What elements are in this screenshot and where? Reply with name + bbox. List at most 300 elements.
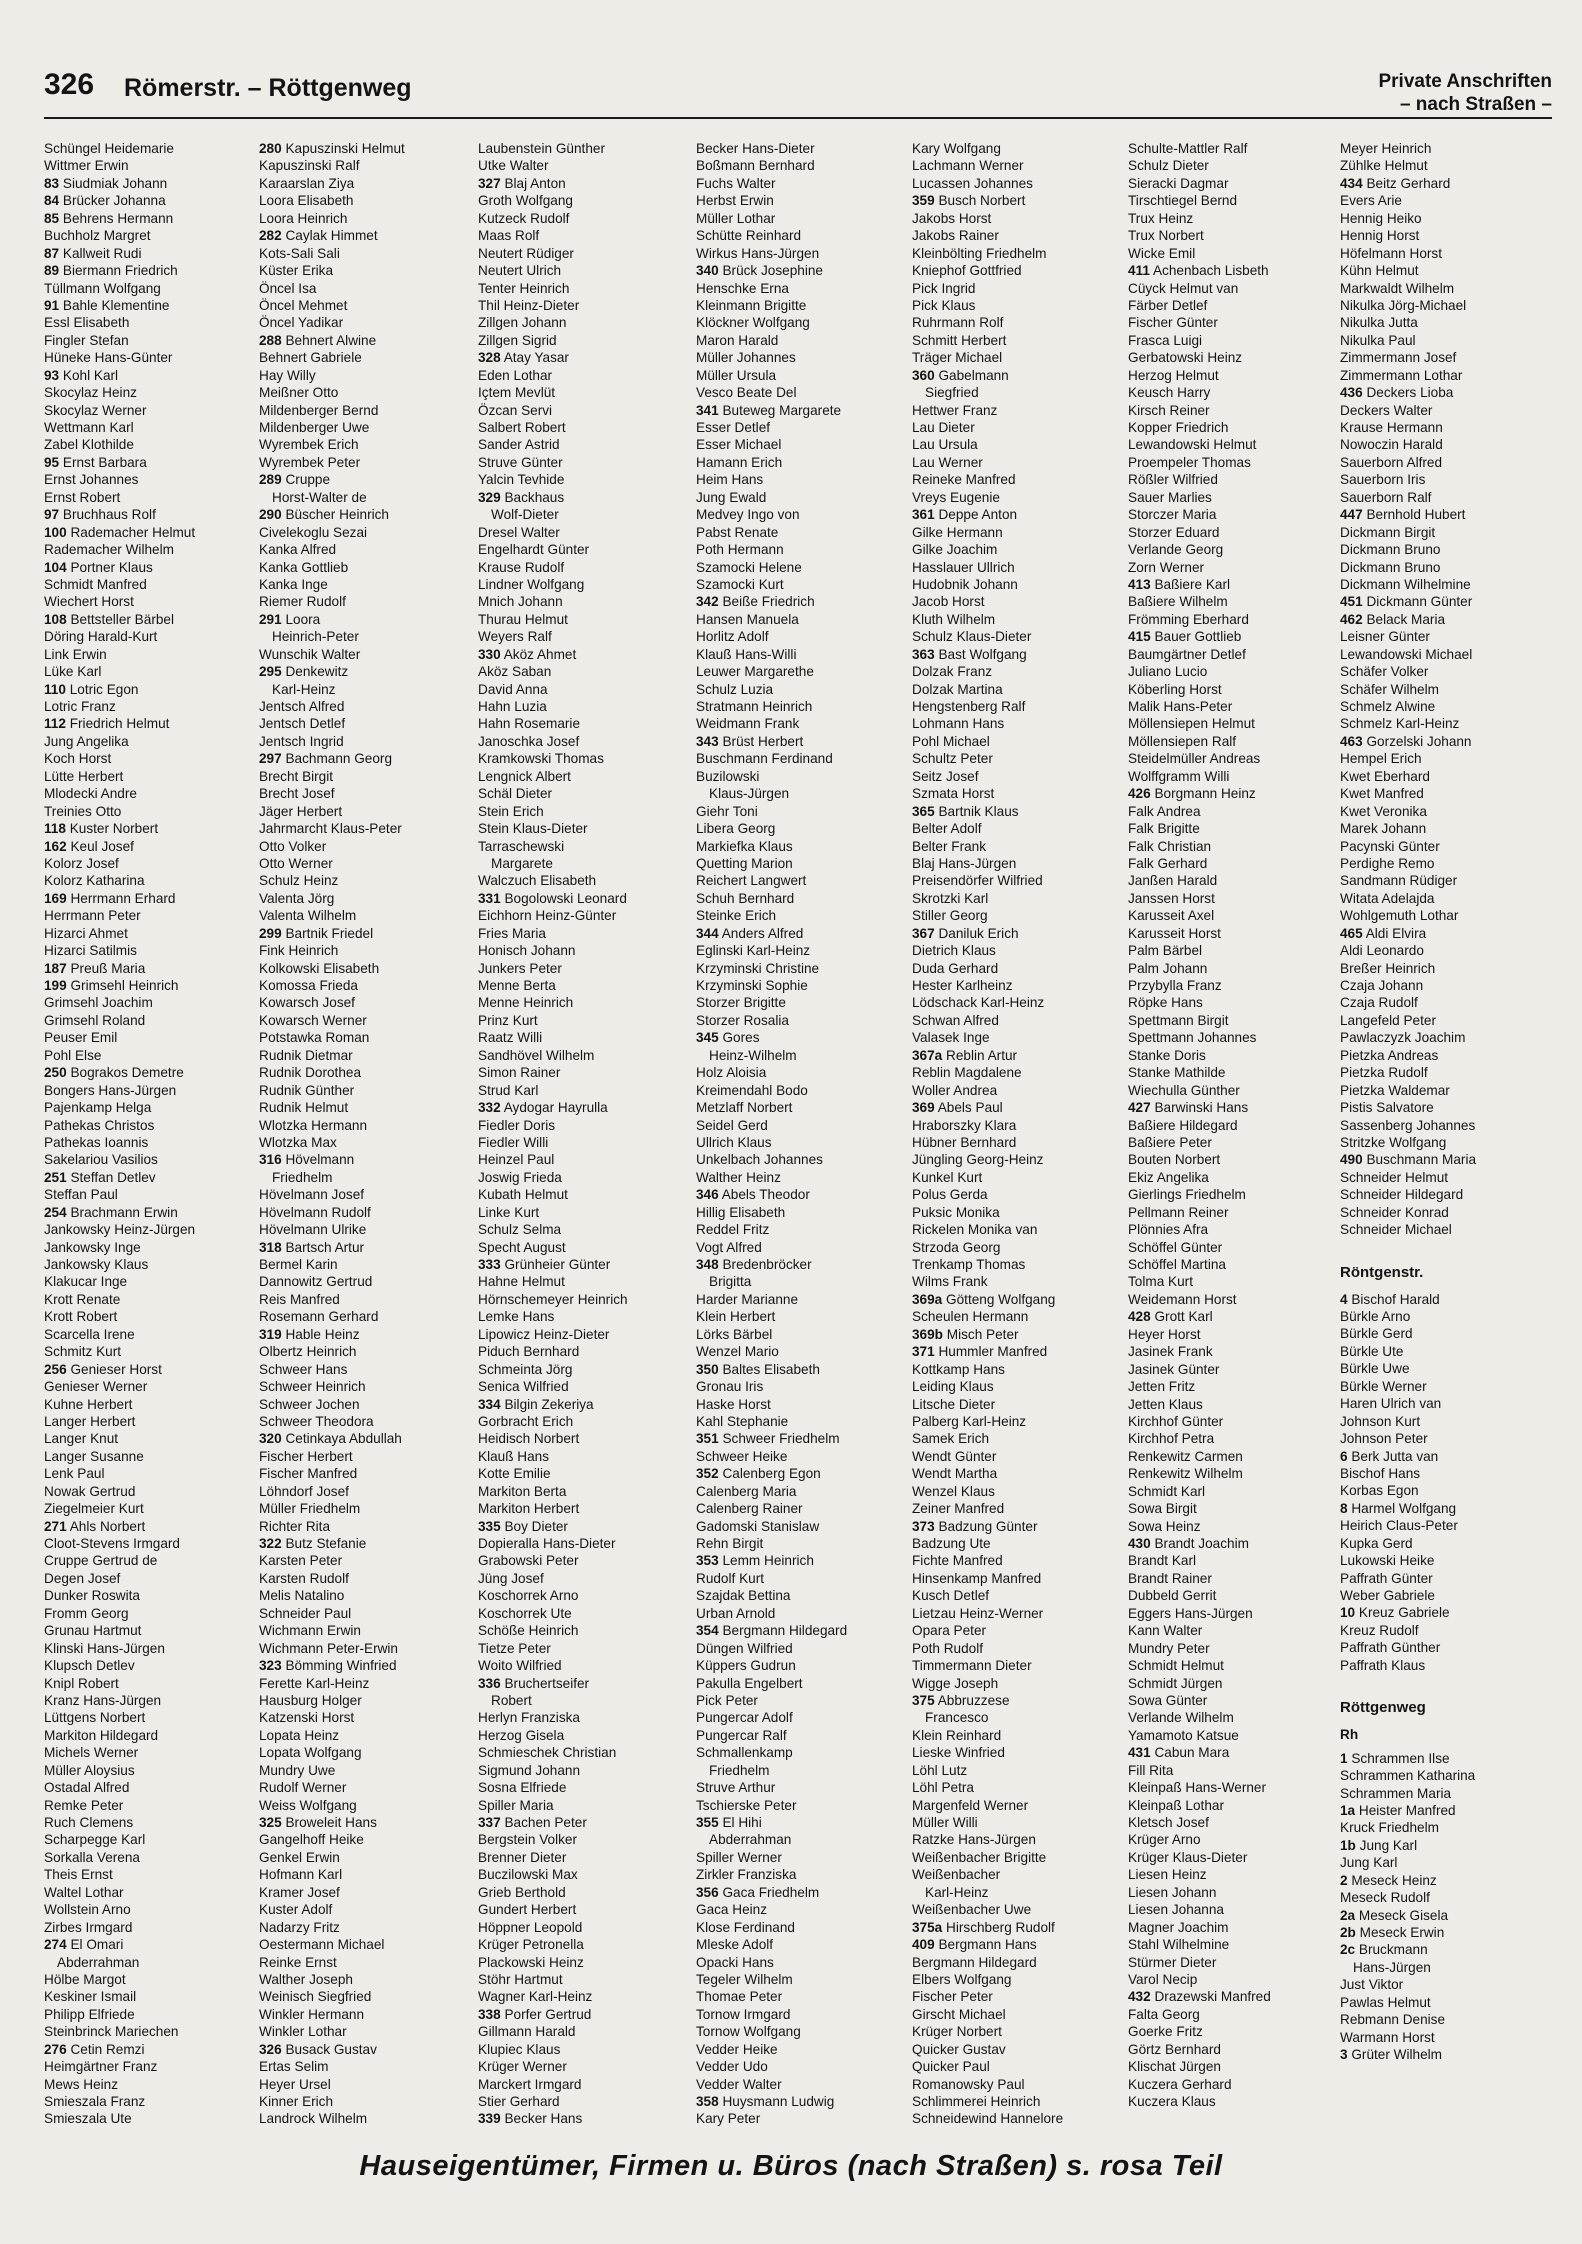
resident-name: Yalcin Tevhide [478,472,565,488]
listing-entry [1128,1901,1338,1918]
resident-name: Blaj Anton [504,175,566,191]
resident-name: Koschorrek Arno [478,1588,579,1604]
listing-entry [1128,367,1338,384]
listing-entry [912,1134,1122,1151]
listing-entry [696,1814,906,1831]
listing-entry [696,2076,906,2093]
resident-name: Hamann Erich [696,454,783,470]
resident-name: Mundry Uwe [259,1762,336,1778]
listing-entry [478,1884,688,1901]
resident-name: Keskiner Ismail [44,1989,137,2005]
house-number: 343 [696,733,719,749]
resident-name: Vedder Udo [696,2059,768,2075]
resident-name: Fischer Peter [912,1989,993,2005]
listing-entry [44,1361,254,1378]
resident-name: Içtem Mevlüt [478,385,556,401]
listing-entry [696,1605,906,1622]
resident-name: Holz Aloisia [696,1065,767,1081]
listing-entry [1128,524,1338,541]
house-number: 271 [44,1518,67,1534]
listing-entry [478,192,688,209]
resident-name: Siegfried [925,385,979,401]
section-title-line-2: – nach Straßen – [1399,94,1552,115]
resident-name: Heinrich-Peter [272,629,359,645]
resident-name: Ahls Norbert [69,1518,146,1534]
resident-name: Puksic Monika [912,1204,1000,1220]
house-number: 436 [1340,385,1363,401]
listing-entry [696,872,906,889]
resident-name: Schweer Jochen [259,1396,360,1412]
resident-name: Hraborszky Klara [912,1117,1017,1133]
listing-entry [1128,1988,1338,2005]
resident-name: Reblin Magdalene [912,1065,1022,1081]
resident-name: Bermel Karin [259,1257,338,1272]
listing-entry [696,524,906,541]
resident-name: Klauß Hans-Willi [696,646,797,662]
resident-name: Schulz Selma [478,1222,562,1238]
resident-name: Storzer Brigitte [696,995,786,1011]
listing-entry [1340,576,1550,593]
resident-name: Renkewitz Carmen [1128,1448,1243,1464]
house-number: 162 [44,838,67,854]
resident-name: Timmermann Dieter [912,1658,1032,1674]
house-number: 355 [696,1815,719,1830]
resident-name: Öncel Yadikar [259,315,344,331]
house-number: 85 [44,210,60,226]
resident-name: Fromm Georg [44,1605,129,1621]
listing-entry [259,489,469,506]
house-number: 490 [1340,1152,1363,1168]
resident-name: Litsche Dieter [912,1396,996,1412]
house-number: 112 [44,716,66,732]
resident-name: Witata Adelajda [1340,890,1435,906]
resident-name: Harder Marianne [696,1291,798,1307]
listing-entry [259,541,469,558]
resident-name: Paffrath Günter [1340,1570,1433,1586]
listing-entry [1340,698,1550,715]
resident-name: Grimsehl Joachim [44,995,153,1011]
resident-name: Kramer Josef [259,1884,340,1900]
resident-name: Wolf-Dieter [491,507,559,523]
listing-entry [44,1396,254,1413]
resident-name: Behnert Alwine [285,332,377,348]
listing-entry [1340,245,1550,262]
resident-name: Özcan Servi [478,402,553,418]
house-number: 367a [912,1047,943,1063]
listing-entry [696,907,906,924]
listing-entry [1128,1361,1338,1378]
listing-entry [259,1291,469,1308]
resident-name: Karsten Peter [259,1553,343,1569]
house-number: 344 [696,925,719,941]
listing-entry [44,349,254,366]
listing-entry [478,872,688,889]
listing-entry [1128,384,1338,401]
listing-entry [1340,210,1550,227]
resident-name: Urban Arnold [696,1605,776,1621]
house-number: 325 [259,1815,282,1830]
listing-entry [912,855,1122,872]
listing-entry [696,1727,906,1744]
listing-entry [1128,611,1338,628]
house-number: 100 [44,524,67,540]
listing-entry [259,1204,469,1221]
resident-name: Kreuz Rudolf [1340,1622,1419,1638]
listing-entry [912,1518,1122,1535]
listing-entry [912,1430,1122,1447]
listing-entry [259,175,469,192]
listing-entry [478,1797,688,1814]
listing-entry [259,1605,469,1622]
listing-entry [259,1849,469,1866]
listing-entry [912,1221,1122,1238]
listing-entry [696,1901,906,1918]
listing-entry [1128,2006,1338,2023]
listing-entry [259,1988,469,2005]
resident-name: Junkers Peter [478,960,562,976]
resident-name: Winkler Hermann [259,2006,364,2022]
resident-name: Gaca Heinz [696,1902,768,1918]
resident-name: Riemer Rudolf [259,594,346,610]
resident-name: Schlimmerei Heinrich [912,2094,1041,2109]
resident-name: Kupka Gerd [1340,1535,1413,1551]
resident-name: Krause Rudolf [478,559,565,575]
page-header [44,58,1552,128]
listing-entry [1340,2046,1550,2063]
listing-entry [696,245,906,262]
resident-name: Jentsch Ingrid [259,733,344,749]
listing-entry [696,1117,906,1134]
resident-name: Aldi Leonardo [1340,943,1424,959]
listing-entry [912,803,1122,820]
listing-columns [44,140,1558,2130]
resident-name: Scheulen Hermann [912,1309,1029,1325]
listing-entry [696,419,906,436]
listing-entry [259,1483,469,1500]
listing-entry [478,157,688,174]
resident-name: Philipp Elfriede [44,2006,135,2022]
listing-entry [259,192,469,209]
listing-entry [44,2058,254,2075]
resident-name: Mnich Johann [478,594,563,610]
resident-name: Lau Ursula [912,437,978,453]
listing-entry [1340,942,1550,959]
resident-name: Genkel Erwin [259,1849,340,1865]
resident-name: Steinke Erich [696,908,777,924]
resident-name: Hövelmann Rudolf [259,1204,371,1220]
resident-name: Brück Josephine [722,263,823,279]
resident-name: Trenkamp Thomas [912,1257,1026,1272]
resident-name: Klupsch Detlev [44,1658,135,1674]
listing-entry [696,1483,906,1500]
house-number: 319 [259,1326,282,1342]
resident-name: Siudmiak Johann [62,175,168,191]
resident-name: Gerbatowski Heinz [1128,350,1243,366]
listing-entry [259,1884,469,1901]
section-title-line-1: Private Anschriften [1378,71,1552,92]
listing-entry [478,471,688,488]
resident-name: Giehr Toni [696,803,758,819]
resident-name: Drazewski Manfred [1154,1989,1271,2005]
listing-entry [478,1012,688,1029]
listing-entry [1340,803,1550,820]
house-number: 282 [259,228,282,244]
listing-entry [259,1901,469,1918]
resident-name: Dolzak Martina [912,681,1003,697]
house-number: 10 [1340,1605,1356,1621]
resident-name: Bergstein Volker [478,1832,577,1848]
listing-entry [1128,1936,1338,1953]
listing-entry [1128,994,1338,1011]
resident-name: Mews Heinz [44,2076,119,2092]
listing-entry [696,1518,906,1535]
listing-entry [1340,1767,1550,1784]
listing-entry [44,1448,254,1465]
listing-entry [1128,1675,1338,1692]
listing-entry [1128,314,1338,331]
listing-entry [912,1413,1122,1430]
listing-entry [696,1029,906,1046]
listing-entry [912,1326,1122,1343]
listing-entry [696,1308,906,1325]
listing-entry [44,1099,254,1116]
listing-entry [912,977,1122,994]
resident-name: Düngen Wilfried [696,1640,793,1656]
listing-entry [44,1640,254,1657]
house-number: 350 [696,1361,719,1377]
listing-entry [1128,1029,1338,1046]
resident-name: Liesen Johann [1128,1884,1217,1900]
listing-entry [1340,541,1550,558]
listing-entry [478,2093,688,2110]
listing-entry [912,1064,1122,1081]
listing-entry [696,1378,906,1395]
listing-entry [696,1779,906,1796]
listing-entry [478,1430,688,1447]
listing-entry [44,1047,254,1064]
resident-name: Baumgärtner Detlef [1128,646,1246,662]
listing-entry [44,489,254,506]
listing-entry [259,1117,469,1134]
listing-entry [44,593,254,610]
listing-entry [259,1814,469,1831]
resident-name: Linke Kurt [478,1204,540,1220]
resident-name: Wunschik Walter [259,646,361,662]
listing-entry [912,245,1122,262]
listing-entry [1128,1273,1338,1290]
resident-name: Loora [285,611,321,627]
listing-entry [478,1570,688,1587]
resident-name: Küppers Gudrun [696,1658,796,1674]
listing-entry [478,593,688,610]
listing-entry [478,1762,688,1779]
listing-entry [259,297,469,314]
resident-name: Kranz Hans-Jürgen [44,1692,162,1708]
resident-name: Bahle Klementine [62,297,170,313]
resident-name: Schultz Peter [912,751,993,767]
listing-entry [259,1099,469,1116]
listing-entry [1128,1256,1338,1273]
listing-entry [44,1518,254,1535]
resident-name: Karl-Heinz [272,681,336,697]
resident-name: Wendt Martha [912,1466,998,1482]
listing-entry [912,1570,1122,1587]
resident-name: Dannowitz Gertrud [259,1274,373,1290]
resident-name: Koch Horst [44,751,112,767]
listing-entry [912,1675,1122,1692]
resident-name: Lipowicz Heinz-Dieter [478,1326,610,1342]
resident-name: Buschmann Ferdinand [696,751,833,767]
listing-entry [259,803,469,820]
listing-entry [912,1012,1122,1029]
resident-name: Dubbeld Gerrit [1128,1588,1217,1604]
house-number: 354 [696,1623,719,1639]
house-number: 431 [1128,1745,1151,1761]
resident-name: Döring Harald-Kurt [44,629,158,645]
listing-entry [696,471,906,488]
listing-entry [259,419,469,436]
resident-name: Porfer Gertrud [504,2006,592,2022]
listing-entry [1128,872,1338,889]
resident-name: Skrotzki Karl [912,890,989,906]
listing-entry [44,1430,254,1447]
resident-name: Pacynski Günter [1340,838,1440,854]
resident-name: Lopata Wolfgang [259,1745,362,1761]
resident-name: Behnert Gabriele [259,350,362,366]
resident-name: Kapuszinski Helmut [285,141,405,156]
listing-entry [1340,1448,1550,1465]
resident-name: Schulz Luzia [696,681,774,697]
resident-name: Hable Heinz [285,1326,360,1342]
resident-name: Simon Rainer [478,1065,561,1081]
listing-column-6 [1128,140,1338,2110]
resident-name: Spiller Werner [696,1849,782,1865]
listing-entry [44,1169,254,1186]
listing-entry [44,1413,254,1430]
listing-entry [478,1849,688,1866]
listing-entry [44,280,254,297]
listing-entry [1128,1117,1338,1134]
listing-entry [696,1239,906,1256]
listing-entry [44,506,254,523]
resident-name: Krott Robert [44,1309,118,1325]
resident-name: Marckert Irmgard [478,2076,582,2092]
listing-entry [44,1675,254,1692]
listing-entry [259,628,469,645]
resident-name: Czaja Johann [1340,978,1424,993]
resident-name: Frasca Luigi [1128,332,1203,348]
resident-name: Kary Wolfgang [912,141,1001,156]
listing-entry [1128,1134,1338,1151]
listing-entry [259,349,469,366]
resident-name: Reichert Langwert [696,873,807,889]
resident-name: Leuwer Margarethe [696,664,814,680]
listing-entry [912,140,1122,157]
resident-name: Hizarci Ahmet [44,925,128,941]
listing-entry [912,1291,1122,1308]
listing-entry [259,1831,469,1848]
house-number: 87 [44,245,60,261]
resident-name: Kletsch Josef [1128,1815,1209,1830]
listing-entry [1128,838,1338,855]
listing-entry [912,698,1122,715]
listing-entry [1128,559,1338,576]
resident-name: Boy Dieter [504,1518,568,1534]
listing-entry [912,2023,1122,2040]
listing-entry [1128,1814,1338,1831]
listing-entry [912,1151,1122,1168]
listing-entry [44,1919,254,1936]
resident-name: Müller Friedhelm [259,1501,361,1517]
house-number: 333 [478,1257,501,1272]
listing-entry [696,1744,906,1761]
resident-name: Plönnies Afra [1128,1222,1209,1238]
resident-name: Jüng Josef [478,1570,544,1586]
listing-entry [44,768,254,785]
resident-name: Pungercar Adolf [696,1710,793,1726]
listing-entry [478,1587,688,1604]
house-number: 274 [44,1937,67,1953]
listing-entry [259,1640,469,1657]
listing-entry [44,628,254,645]
listing-entry [259,1047,469,1064]
listing-entry [912,890,1122,907]
resident-name: Karaarslan Ziya [259,175,355,191]
listing-entry [1340,402,1550,419]
resident-name: Schweer Heinrich [259,1379,366,1395]
listing-entry [478,1378,688,1395]
listing-entry [912,925,1122,942]
listing-entry [696,1954,906,1971]
resident-name: Storzer Eduard [1128,524,1220,540]
listing-entry [1340,1785,1550,1802]
house-number: 451 [1340,594,1363,610]
resident-name: El Hihi [722,1815,762,1830]
listing-entry [1340,1430,1550,1447]
resident-name: Heister Manfred [1358,1802,1456,1818]
resident-name: Belter Frank [912,838,987,854]
listing-entry [696,994,906,1011]
listing-entry [912,1169,1122,1186]
listing-entry [696,175,906,192]
resident-name: Bartnik Friedel [285,925,374,941]
listing-entry [44,1849,254,1866]
resident-name: Wyrembek Erich [259,437,359,453]
listing-entry [1340,2011,1550,2028]
listing-entry [1128,977,1338,994]
resident-name: Przybylla Franz [1128,978,1222,993]
listing-entry [44,2041,254,2058]
listing-entry [478,2058,688,2075]
listing-entry [1128,803,1338,820]
listing-entry [478,332,688,349]
listing-entry [696,227,906,244]
resident-name: Verlande Georg [1128,542,1224,558]
listing-entry [259,1465,469,1482]
listing-entry [478,1326,688,1343]
resident-name: Badzung Ute [912,1536,991,1551]
resident-name: Vogt Alfred [696,1239,762,1255]
resident-name: Schrammen Ilse [1351,1750,1450,1766]
resident-name: Rehn Birgit [696,1536,764,1551]
resident-name: Walther Heinz [696,1169,781,1185]
listing-entry [1340,733,1550,750]
listing-entry [912,960,1122,977]
resident-name: Stanke Mathilde [1128,1065,1226,1081]
house-number: 348 [696,1257,719,1272]
listing-entry [259,1936,469,1953]
listing-entry [696,1552,906,1569]
